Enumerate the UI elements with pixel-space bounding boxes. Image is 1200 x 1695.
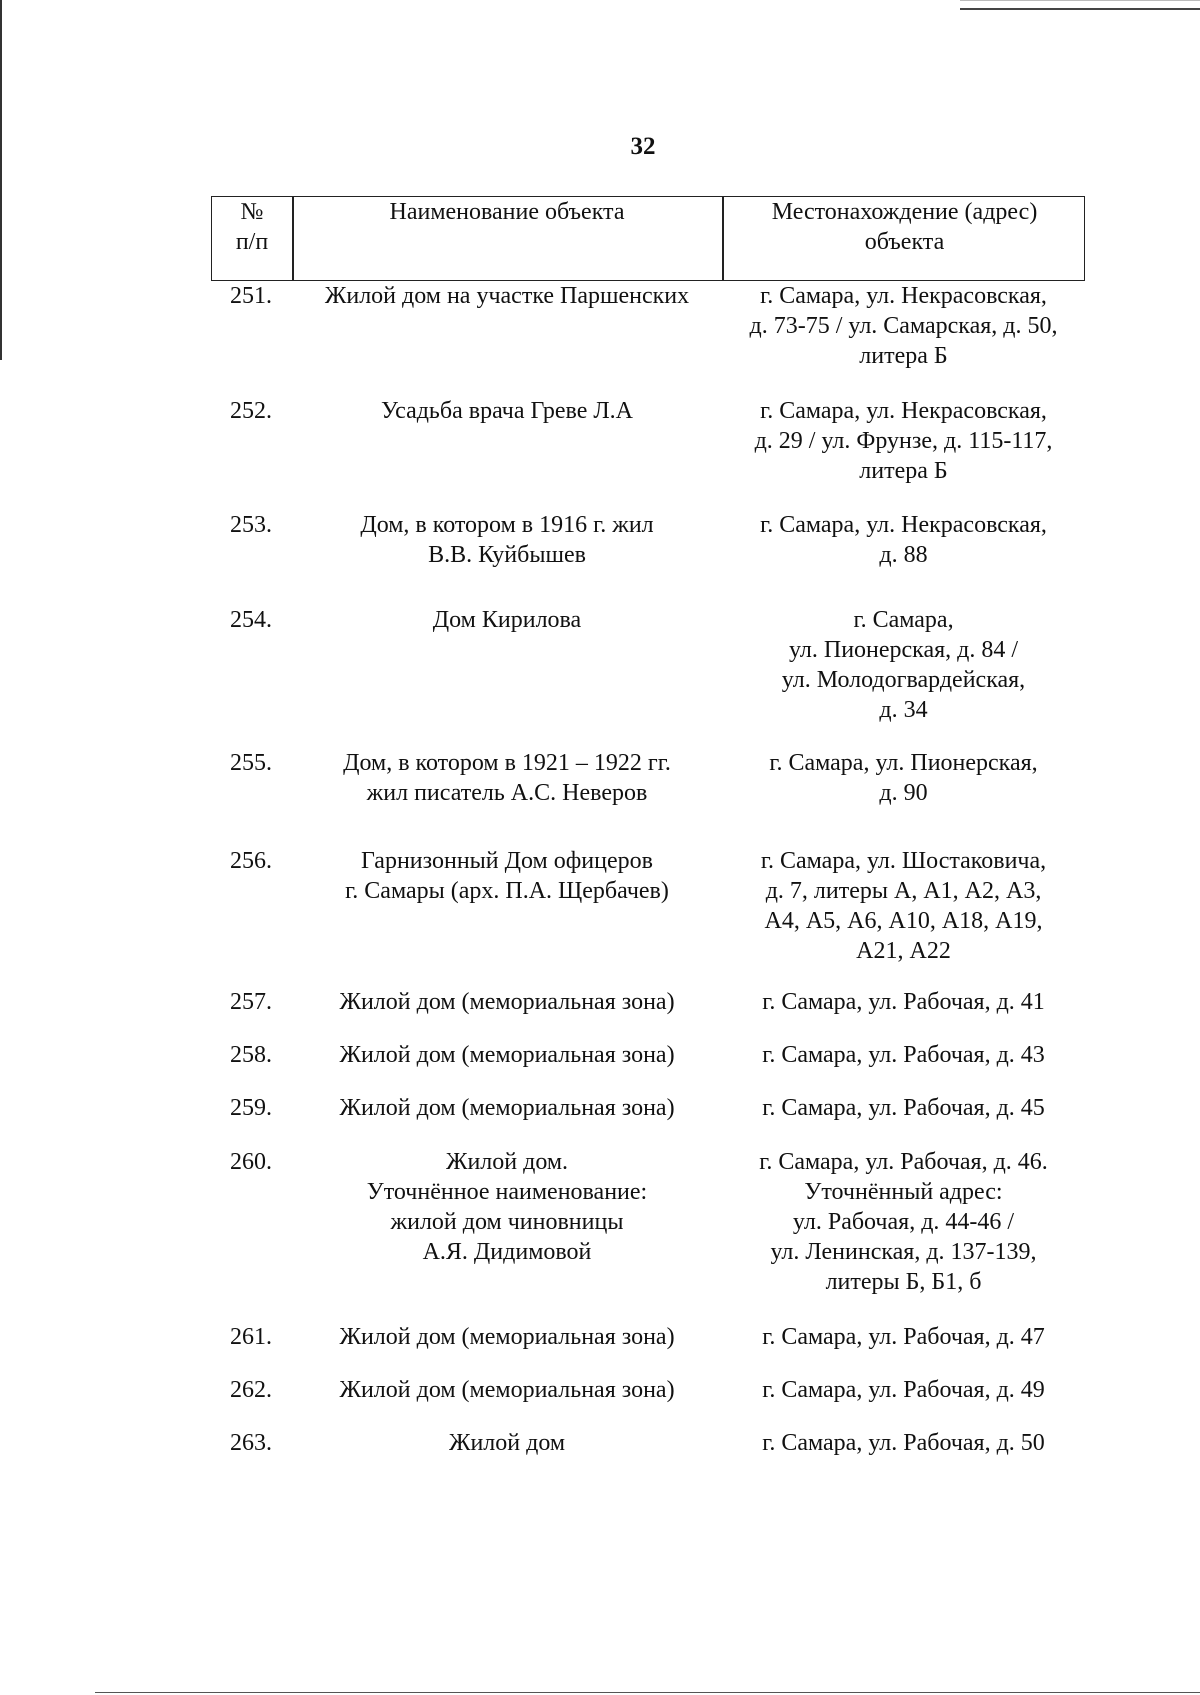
page-number: 32 (630, 133, 656, 160)
object-address-line: литера Б (859, 458, 948, 484)
object-address-line: г. Самара, (853, 607, 954, 633)
row-number: 257. (230, 989, 272, 1015)
object-address-line: ул. Рабочая, д. 44-46 / (792, 1209, 1015, 1235)
object-name-line: Дом Кирилова (432, 607, 582, 633)
object-name-line: В.В. Куйбышев (428, 542, 586, 568)
object-address-line: г. Самара, ул. Рабочая, д. 43 (762, 1042, 1045, 1068)
object-address (722, 1322, 1085, 1352)
object-name-line: Жилой дом (мемориальная зона) (339, 989, 675, 1015)
row-number: 253. (230, 512, 272, 538)
scan-top-edge-dark (960, 8, 1200, 10)
row-number: 260. (230, 1149, 272, 1175)
object-address-line: г. Самара, ул. Некрасовская, (760, 398, 1047, 424)
object-address-line: г. Самара, ул. Рабочая, д. 41 (762, 989, 1045, 1015)
object-address (722, 510, 1085, 570)
object-address (722, 396, 1085, 486)
header-line: п/п (235, 229, 269, 255)
scan-bottom-edge (95, 1692, 1200, 1693)
row-number: 261. (230, 1324, 272, 1350)
row-number: 251. (230, 283, 272, 309)
object-address-line: д. 73-75 / ул. Самарская, д. 50, (749, 313, 1058, 339)
object-name-line: жил писатель А.С. Неверов (366, 780, 648, 806)
object-address-line: д. 7, литеры А, А1, А2, А3, (765, 878, 1042, 904)
object-address-line: литеры Б, Б1, б (825, 1269, 982, 1295)
scan-top-edge (960, 0, 1200, 1)
row-number: 254. (230, 607, 272, 633)
object-name (292, 1093, 722, 1123)
object-address-line: г. Самара, ул. Шостаковича, (760, 848, 1047, 874)
object-address (722, 846, 1085, 966)
object-name-line: Гарнизонный Дом офицеров (361, 848, 653, 874)
object-name (292, 281, 722, 311)
object-address (722, 281, 1085, 371)
object-address-line: г. Самара, ул. Некрасовская, (760, 512, 1047, 538)
object-name (292, 1040, 722, 1070)
object-address-line: г. Самара, ул. Рабочая, д. 49 (762, 1377, 1045, 1403)
object-name (292, 987, 722, 1017)
row-number: 255. (230, 750, 272, 776)
object-address (722, 1093, 1085, 1123)
object-address-line: г. Самара, ул. Некрасовская, (760, 283, 1047, 309)
object-address-line: г. Самара, ул. Рабочая, д. 45 (762, 1095, 1045, 1121)
object-name-line: Жилой дом (мемориальная зона) (339, 1095, 675, 1121)
object-name-line: жилой дом чиновницы (390, 1209, 624, 1235)
object-name (292, 1322, 722, 1352)
object-address (722, 987, 1085, 1017)
object-address-line: Уточнённый адрес: (804, 1179, 1003, 1205)
object-name-line: Жилой дом. (445, 1149, 569, 1175)
row-number: 259. (230, 1095, 272, 1121)
table-header (211, 196, 1085, 281)
object-address (722, 1375, 1085, 1405)
row-number: 256. (230, 848, 272, 874)
object-name-line: А.Я. Дидимовой (422, 1239, 592, 1265)
object-address-line: д. 29 / ул. Фрунзе, д. 115-117, (754, 428, 1053, 454)
header-name-column (292, 197, 722, 227)
object-address (722, 605, 1085, 725)
object-address-line: г. Самара, ул. Рабочая, д. 46. (759, 1149, 1048, 1175)
object-address-line: г. Самара, ул. Рабочая, д. 50 (762, 1430, 1045, 1456)
header-address-column (723, 197, 1086, 257)
object-address (722, 1428, 1085, 1458)
object-name (292, 1428, 722, 1458)
object-address-line: д. 90 (879, 780, 928, 806)
object-name-line: Жилой дом на участке Паршенских (324, 283, 690, 309)
object-name-line: Жилой дом (мемориальная зона) (339, 1324, 675, 1350)
object-name (292, 605, 722, 635)
object-address-line: ул. Молодогвардейская, (781, 667, 1026, 693)
object-address-line: г. Самара, ул. Пионерская, (769, 750, 1038, 776)
row-number: 252. (230, 398, 272, 424)
object-name (292, 396, 722, 426)
object-name (292, 846, 722, 906)
object-name-line: Жилой дом (мемориальная зона) (339, 1377, 675, 1403)
object-address-line: А4, А5, А6, А10, А18, А19, (764, 908, 1043, 934)
object-name-line: г. Самары (арх. П.А. Щербачев) (345, 878, 669, 904)
object-name-line: Усадьба врача Греве Л.А (381, 398, 633, 424)
object-address-line: литера Б (859, 343, 948, 369)
row-number: 262. (230, 1377, 272, 1403)
object-name (292, 748, 722, 808)
object-name-line: Дом, в котором в 1916 г. жил (360, 512, 654, 538)
object-address (722, 1147, 1085, 1297)
object-name-line: Уточнённое наименование: (366, 1179, 648, 1205)
header-line: Местонахождение (адрес) (771, 199, 1038, 225)
scan-left-edge (0, 0, 2, 360)
object-name (292, 510, 722, 570)
object-name (292, 1147, 722, 1267)
object-name-line: Дом, в котором в 1921 – 1922 гг. (343, 750, 671, 776)
object-name-line: Жилой дом (448, 1430, 566, 1456)
object-address (722, 1040, 1085, 1070)
object-address-line: д. 34 (879, 697, 928, 723)
header-line: № (240, 199, 264, 225)
object-address-line: А21, А22 (856, 938, 951, 964)
object-address-line: г. Самара, ул. Рабочая, д. 47 (762, 1324, 1045, 1350)
header-line: Наименование объекта (389, 199, 625, 225)
object-name (292, 1375, 722, 1405)
row-number: 263. (230, 1430, 272, 1456)
object-address (722, 748, 1085, 808)
object-address-line: д. 88 (879, 542, 928, 568)
row-number: 258. (230, 1042, 272, 1068)
object-name-line: Жилой дом (мемориальная зона) (339, 1042, 675, 1068)
header-line: объекта (864, 229, 945, 255)
object-address-line: ул. Ленинская, д. 137-139, (770, 1239, 1037, 1265)
object-address-line: ул. Пионерская, д. 84 / (788, 637, 1019, 663)
header-number-column (212, 197, 292, 257)
